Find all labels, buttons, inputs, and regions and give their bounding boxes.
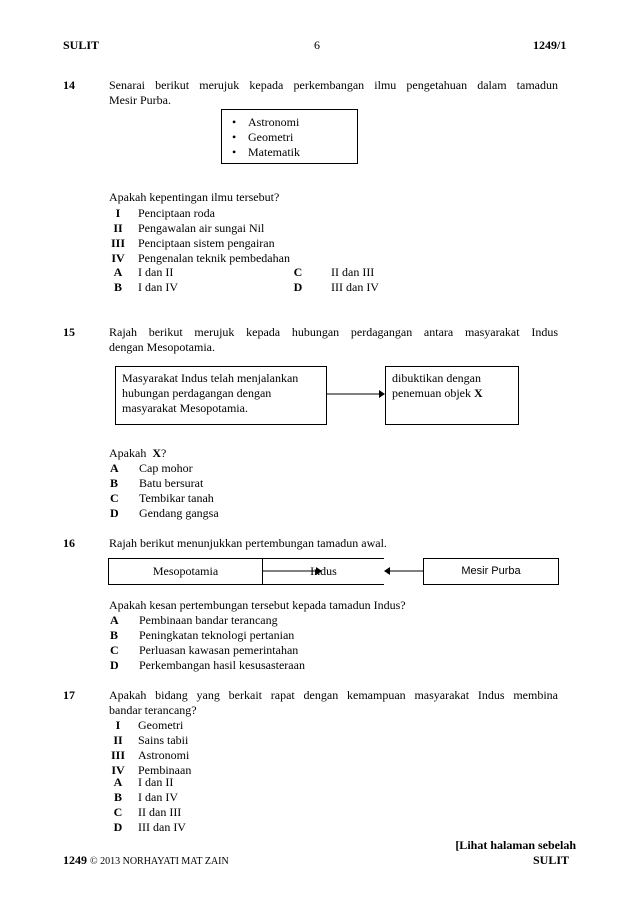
option-text: II dan III [138, 805, 182, 819]
box-line: dibuktikan dengan [392, 371, 481, 385]
q15-stem-line2: dengan Mesopotamia. [109, 340, 215, 354]
statement-label: II [113, 733, 123, 747]
q14-options-left [106, 265, 266, 295]
statement-text: Sains tabii [138, 733, 189, 747]
header-paper-code: 1249/1 [533, 38, 567, 52]
q16-box-indus: Indus [310, 564, 337, 578]
option-label: D [110, 658, 119, 672]
variable-x: X [473, 386, 483, 400]
footer-next-page: [Lihat halaman sebelah [455, 838, 576, 852]
q15-options [104, 461, 304, 521]
question-mark: ? [161, 446, 167, 460]
bullet-item: • Astronomi [222, 115, 357, 130]
q14-stem-line2: Mesir Purba. [109, 93, 171, 107]
option-label: B [113, 790, 122, 804]
option-label: C [113, 805, 123, 819]
option-text: I dan II [138, 775, 174, 789]
footer-code: 1249 [63, 853, 87, 867]
q16-question: Apakah kesan pertembungan tersebut kepada tamadun Indus? [109, 598, 406, 612]
q16-box-mesopotamia: Mesopotamia [108, 558, 263, 585]
option-label: B [110, 628, 119, 642]
q16-options [104, 613, 404, 673]
statement-label: III [110, 236, 125, 250]
q14-question: Apakah kepentingan ilmu tersebut? [109, 190, 280, 204]
option-label: D [113, 820, 123, 834]
question-number-16: 16 [63, 536, 75, 550]
option-label: A [110, 461, 119, 475]
question-number-15: 15 [63, 325, 75, 339]
option-label: A [113, 775, 123, 789]
q17-stem-line2: bandar terancang? [109, 703, 197, 717]
q14-statements [106, 206, 406, 266]
q16-stem: Rajah berikut menunjukkan pertembungan tamadun awal. [109, 536, 387, 550]
header-page-number: 6 [314, 38, 320, 52]
option-text: III dan IV [138, 820, 186, 834]
q15-arrow-right [327, 388, 385, 400]
option-text: Cap mohor [139, 461, 193, 475]
option-label: D [293, 280, 303, 294]
option-text: I dan IV [138, 280, 178, 294]
option-text: Perluasan kawasan pemerintahan [139, 643, 299, 657]
box-line: Masyarakat Indus telah menjalankan [122, 371, 299, 385]
statement-label: III [110, 748, 125, 762]
option-label: A [110, 613, 119, 627]
footer-copyright [63, 853, 229, 868]
statement-text: Penciptaan sistem pengairan [138, 236, 275, 250]
q16-box-mesir-purba: Mesir Purba [423, 558, 559, 585]
footer-copyright-text: © 2013 NORHAYATI MAT ZAIN [90, 856, 229, 867]
statement-label: I [115, 206, 121, 220]
header-sulit: SULIT [63, 38, 100, 52]
statement-label: II [113, 221, 123, 235]
option-text: Perkembangan hasil kesusasteraan [139, 658, 305, 672]
q15-box-statement [115, 366, 327, 425]
option-text: I dan IV [138, 790, 178, 804]
question-text: Apakah [109, 446, 147, 460]
statement-label: I [115, 718, 121, 732]
option-text: Peningkatan teknologi pertanian [139, 628, 295, 642]
question-number-14: 14 [63, 78, 75, 92]
option-label: B [113, 280, 122, 294]
question-number-17: 17 [63, 688, 75, 702]
option-label: C [110, 491, 119, 505]
q16-arrow-left [384, 565, 424, 577]
statement-text: Pembinaan [138, 763, 192, 777]
option-text: II dan III [331, 265, 375, 279]
footer-sulit: SULIT [533, 853, 570, 867]
statement-text: Pengenalan teknik pembedahan [138, 251, 290, 265]
q14-stem-line1: Senarai berikut merujuk kepada perkembangan ilmu pengetahuan dalam tamadun [109, 78, 558, 92]
option-label: C [110, 643, 119, 657]
bullet-item: • Matematik [222, 145, 357, 160]
q17-stem-line1: Apakah bidang yang berkait rapat dengan kemampuan masyarakat Indus membina [109, 688, 558, 702]
box-line: masyarakat Mesopotamia. [122, 401, 248, 415]
option-text: Gendang gangsa [139, 506, 219, 520]
q17-options [106, 775, 306, 835]
statement-text: Pengawalan air sungai Nil [138, 221, 265, 235]
q15-stem-line1: Rajah berikut merujuk kepada hubungan perdagangan antara masyarakat Indus [109, 325, 558, 339]
q14-options-right [286, 265, 446, 295]
option-label: D [110, 506, 119, 520]
q14-knowledge-box [221, 109, 358, 164]
statement-label: IV [111, 251, 125, 265]
q15-box-evidence [385, 366, 519, 425]
option-label: A [113, 265, 123, 279]
box-line: penemuan objek [392, 386, 471, 400]
option-text: Pembinaan bandar terancang [139, 613, 278, 627]
variable-x: X [152, 446, 161, 460]
option-text: I dan II [138, 265, 174, 279]
statement-text: Penciptaan roda [138, 206, 215, 220]
option-text: Tembikar tanah [139, 491, 214, 505]
statement-label: IV [111, 763, 125, 777]
option-text: Batu bersurat [139, 476, 204, 490]
statement-text: Geometri [138, 718, 184, 732]
q15-question [109, 446, 166, 461]
option-label: C [293, 265, 303, 279]
box-line: hubungan perdagangan dengan [122, 386, 272, 400]
option-text: III dan IV [331, 280, 379, 294]
statement-text: Astronomi [138, 748, 190, 762]
q17-statements [106, 718, 306, 778]
option-label: B [110, 476, 119, 490]
bullet-item: • Geometri [222, 130, 357, 145]
